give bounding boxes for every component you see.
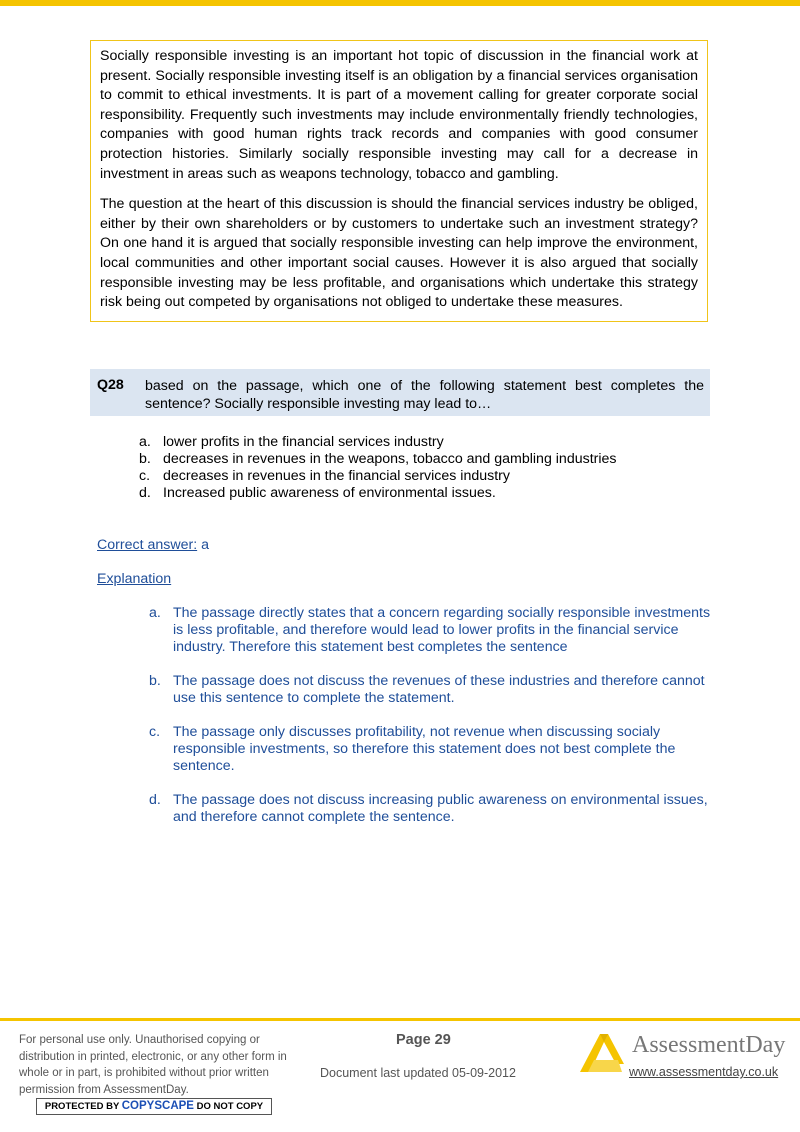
option-d [139, 485, 719, 502]
answer-options [139, 434, 719, 502]
brand-url-link[interactable]: www.assessmentday.co.uk [629, 1065, 779, 1079]
brand-name: AssessmentDay [632, 1032, 786, 1058]
top-accent-bar [0, 0, 800, 6]
page-number: Page 29 [396, 1032, 451, 1048]
explanation-letter: a. [149, 605, 161, 621]
notice-rest: Unauthorised copying or distribution in printed, electronic, or any other form in whole or in part, is prohibited without prior written permission from AssessmentDay. [19, 1034, 287, 1096]
explanation-item-b [149, 673, 719, 707]
explanation-item-c [149, 724, 719, 775]
passage-paragraph-2: The question at the heart of this discussion is should the financial services industry be obliged, either by their own shareholders or by customers to undertake such an investment strategy? On one hand it is argued that socially responsible investing can help improve the environment, local communities and other important social causes. However it is also argued that socially responsible investing may be less profitable, and organisations which undertake this strategy risk being out competed by organisations not obliged to undertake these measures. [100, 196, 698, 311]
explanation-item-a [149, 605, 719, 656]
option-letter: c. [139, 468, 151, 484]
question-text: based on the passage, which one of the following statement best completes the sentence? Socially responsible investing may lead to… [145, 378, 704, 412]
explanation-text: The passage does not discuss the revenues of these industries and therefore cannot use this sentence to complete the statement. [173, 673, 705, 706]
option-letter: a. [139, 434, 151, 450]
question-band [90, 369, 710, 416]
passage-paragraph-1: Socially responsible investing is an important hot topic of discussion in the financial work at present. Socially responsible investing itself is an obligation by a financial services organisation to commit to ethical investments. It is part of a movement calling for greater corporate social responsibility. Frequently such investments may include environmentally friendly technologies, companies with good human rights track records and companies with good consumer protection histories. Similarly socially responsible investing may call for a decrease in investment in areas such as weapons technology, tobacco and gambling. [100, 48, 698, 182]
explanation-letter: c. [149, 724, 161, 740]
explanation-text: The passage does not discuss increasing public awareness on environmental issues, and therefore cannot complete the sentence. [173, 792, 708, 825]
option-text: decreases in revenues in the financial services industry [163, 468, 510, 484]
option-text: Increased public awareness of environmental issues. [163, 485, 496, 501]
explanation-letter: b. [149, 673, 161, 689]
explanation-list [149, 605, 719, 843]
explanation-text: The passage directly states that a concern regarding socially responsible investments is less profitable, and therefore would lead to lower profits in the financial service industry. Therefore this statement best completes the sentence [173, 605, 711, 655]
explanation-text: The passage only discusses profitability, not revenue when discussing socialy responsible investments, so therefore this statement does not best complete the sentence. [173, 724, 676, 774]
copyscape-right: DO NOT COPY [193, 1101, 264, 1112]
option-b [139, 451, 719, 468]
question-number: Q28 [97, 377, 124, 393]
option-letter: d. [139, 485, 151, 501]
copyscape-badge[interactable] [36, 1098, 272, 1115]
last-updated: Document last updated 05-09-2012 [320, 1066, 516, 1080]
explanation-letter: d. [149, 792, 161, 808]
option-letter: b. [139, 451, 151, 467]
option-text: lower profits in the financial services industry [163, 434, 444, 450]
explanation-heading: Explanation [97, 571, 172, 587]
option-a [139, 434, 719, 451]
correct-answer-label: Correct answer: [97, 537, 198, 553]
copyscape-mid: COPYSCAPE [121, 1100, 194, 1112]
option-c [139, 468, 719, 485]
notice-lead: For personal use only. [19, 1034, 132, 1046]
copyright-notice [19, 1032, 309, 1098]
option-text: decreases in revenues in the weapons, tobacco and gambling industries [163, 451, 617, 467]
footer-accent-bar [0, 1018, 800, 1021]
correct-answer-value: a [197, 537, 209, 553]
passage-box [90, 40, 708, 322]
assessmentday-logo-icon [578, 1030, 626, 1074]
correct-answer [97, 537, 209, 553]
copyscape-left: PROTECTED BY [44, 1101, 122, 1112]
explanation-item-d [149, 792, 719, 826]
